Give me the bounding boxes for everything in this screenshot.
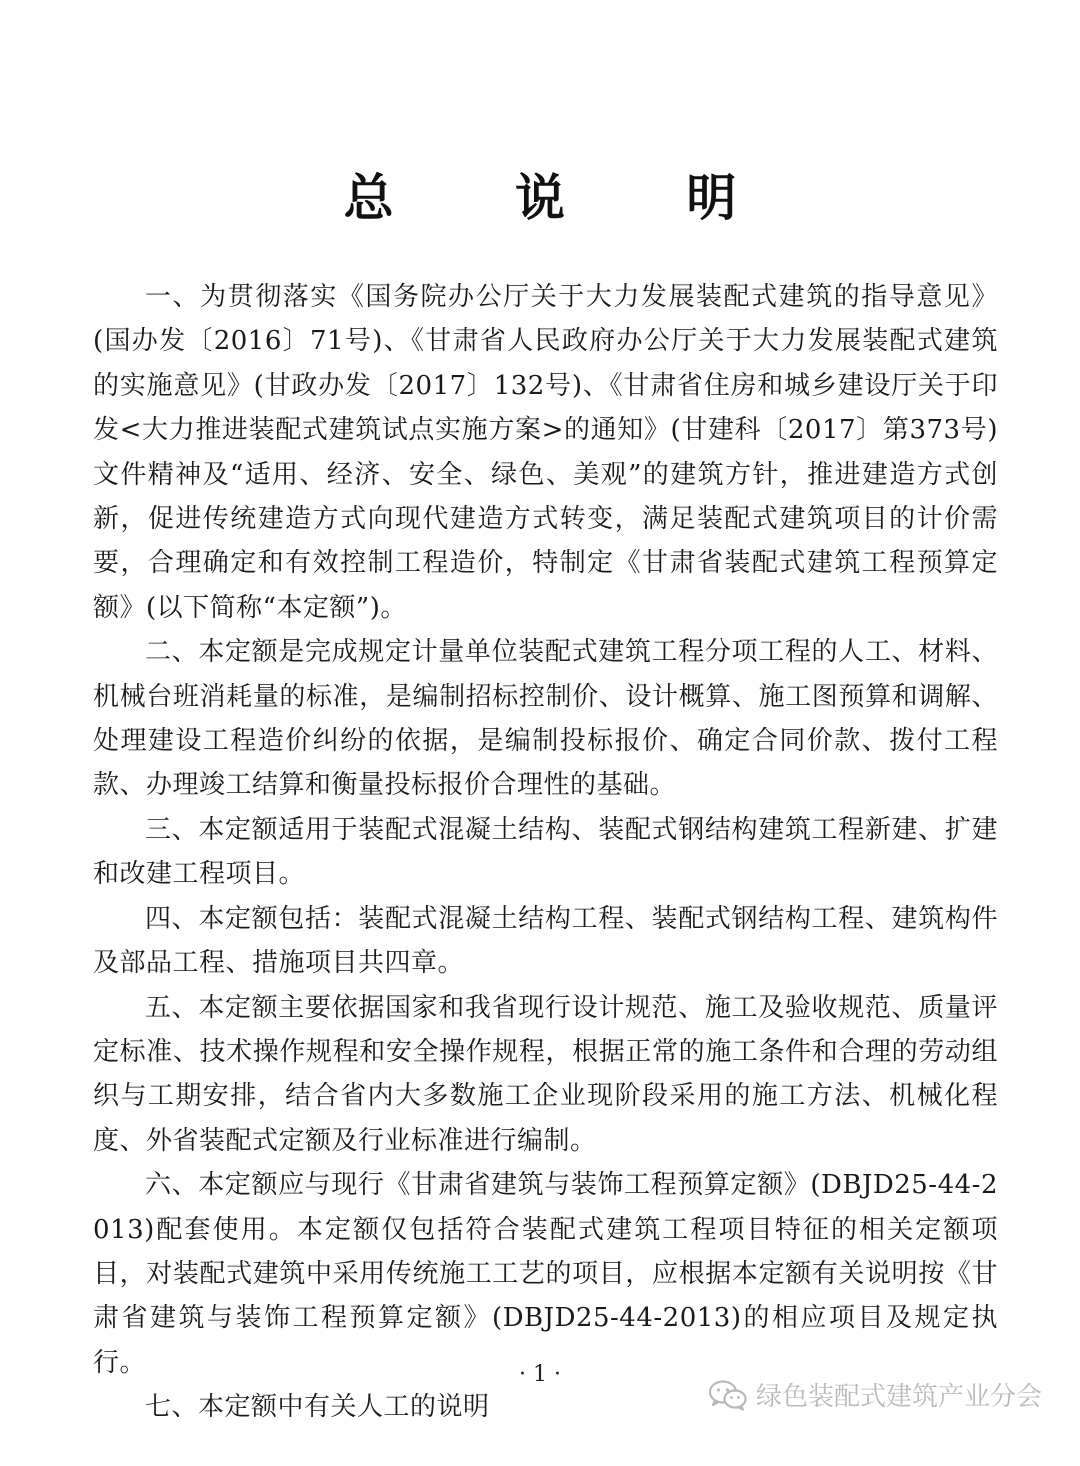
paragraph-4: 四、本定额包括：装配式混凝土结构工程、装配式钢结构工程、建筑构件及部品工程、措施项目共四章。 (93, 903, 998, 979)
paragraph-2: 二、本定额是完成规定计量单位装配式建筑工程分项工程的人工、材料、机械台班消耗量的标准，是编制招标控制价、设计概算、施工图预算和调解、处理建设工程造价纠纷的依据，是编制投标报价、确定合同价款、拨付工程款、办理竣工结算和衡量投标报价合理性的基础。 (93, 637, 998, 801)
watermark-text: 绿色装配式建筑产业分会 (755, 1382, 1042, 1412)
paragraph-6: 六、本定额应与现行《甘肃省建筑与装饰工程预算定额》(DBJD25-44-2013)配套使用。本定额仅包括符合装配式建筑工程项目特征的相关定额项目，对装配式建筑中采用传统施工工艺的项目，应根据本定额有关说明按《甘肃省建筑与装饰工程预算定额》(DBJD25-44-2013)的相应项目及规定执行。 (93, 1170, 998, 1378)
watermark (708, 1376, 1042, 1413)
body-text (93, 275, 998, 1430)
paragraph-1: 一、为贯彻落实《国务院办公厅关于大力发展装配式建筑的指导意见》(国办发〔2016〕71号)、《甘肃省人民政府办公厅关于大力发展装配式建筑的实施意见》(甘政办发〔2017〕132号)、《甘肃省住房和城乡建设厅关于印发<大力推进装配式建筑试点实施方案>的通知》(甘建科〔2017〕第373号)文件精神及“适用、经济、安全、绿色、美观”的建筑方针，推进建造方式创新，促进传统建造方式向现代建造方式转变，满足装配式建筑项目的计价需要，合理确定和有效控制工程造价，特制定《甘肃省装配式建筑工程预算定额》(以下简称“本定额”)。 (93, 282, 998, 623)
paragraph-3: 三、本定额适用于装配式混凝土结构、装配式钢结构建筑工程新建、扩建和改建工程项目。 (93, 814, 998, 890)
paragraph-5: 五、本定额主要依据国家和我省现行设计规范、施工及验收规范、质量评定标准、技术操作规程和安全操作规程，根据正常的施工条件和合理的劳动组织与工期安排，结合省内大多数施工企业现阶段采用的施工方法、机械化程度、外省装配式定额及行业标准进行编制。 (93, 992, 998, 1156)
page-title: 总 说 明 (343, 169, 789, 227)
paragraph-7: 七、本定额中有关人工的说明 (145, 1392, 490, 1423)
page-number: · 1 · (519, 1362, 561, 1387)
wechat-icon (708, 1379, 748, 1411)
